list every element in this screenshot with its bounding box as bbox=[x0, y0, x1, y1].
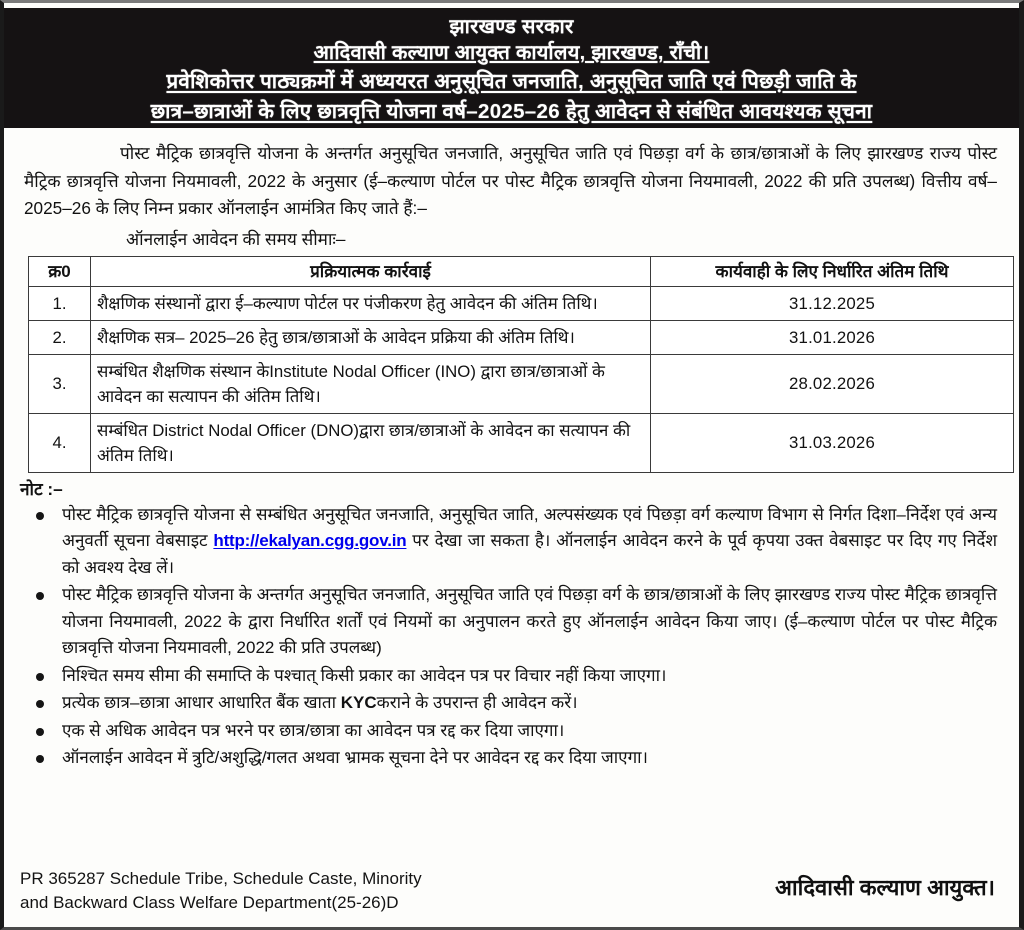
row-serial: 3. bbox=[29, 354, 91, 413]
row-serial: 1. bbox=[29, 286, 91, 320]
signatory-designation: आदिवासी कल्याण आयुक्त। bbox=[775, 875, 995, 900]
pr-reference-line2: and Backward Class Welfare Department(25-26)D bbox=[20, 893, 399, 912]
note-text: निश्चित समय सीमा की समाप्ति के पश्चात् किसी प्रकार का आवेदन पत्र पर विचार नहीं किया जाएगा। bbox=[62, 665, 667, 685]
row-deadline: 31.03.2026 bbox=[651, 413, 1014, 472]
table-row bbox=[29, 354, 1014, 413]
list-item bbox=[18, 663, 997, 690]
note-text-after-url: पर देखा जा सकता है। ऑनलाईन आवेदन करने के पूर्व कृपया उक्त वेबसाइट पर दिए गए निर्देश को अवश्य देख लें। bbox=[62, 531, 997, 577]
timeline-subheading: ऑनलाईन आवेदन की समय सीमाः– bbox=[126, 228, 346, 249]
notice-title-line2: छात्र–छात्राओं के लिए छात्रवृत्ति योजना वर्ष–2025–26 हेतु आवेदन से संबंधित आवयश्यक सूचना bbox=[150, 100, 873, 123]
table-row bbox=[29, 413, 1014, 472]
row-activity: शैक्षणिक संस्थानों द्वारा ई–कल्याण पोर्टल पर पंजीकरण हेतु आवेदन की अंतिम तिथि। bbox=[91, 286, 651, 320]
list-item bbox=[18, 745, 997, 772]
row-serial: 4. bbox=[29, 413, 91, 472]
table-header-row bbox=[29, 256, 1014, 286]
row-deadline: 31.01.2026 bbox=[651, 320, 1014, 354]
note-text-before-url: पोस्ट मैट्रिक छात्रवृत्ति योजना से सम्बंधित अनुसूचित जनजाति, अनुसूचित जाति, अल्पसंख्यक एवं पिछड़ा वर्ग कल्याण विभाग से निर्गत दिशा–निर्देश एवं अन्य अनुवर्ती सूचना वेबसाइट bbox=[62, 504, 997, 550]
row-activity: शैक्षणिक सत्र– 2025–26 हेतु छात्र/छात्राओं के आवेदन प्रक्रिया की अंतिम तिथि। bbox=[91, 320, 651, 354]
note-text: एक से अधिक आवेदन पत्र भरने पर छात्र/छात्रा का आवेदन पत्र रद्द कर दिया जाएगा। bbox=[62, 720, 565, 740]
column-header-serial: क्र0 bbox=[29, 256, 91, 286]
note-text-after-kyc: कराने के उपरान्त ही आवेदन करें। bbox=[376, 693, 578, 712]
notice-footer bbox=[4, 867, 1019, 925]
kyc-keyword: KYC bbox=[340, 693, 377, 712]
list-item bbox=[18, 690, 997, 717]
intro-paragraph: पोस्ट मैट्रिक छात्रवृत्ति योजना के अन्तर्गत अनुसूचित जनजाति, अनुसूचित जाति एवं पिछड़ा वर्ग के छात्र/छात्राओं के लिए झारखण्ड राज्य पोस्ट मैट्रिक छात्रवृत्ति योजना नियमावली, 2022 के अनुसार (ई–कल्याण पोर्टल पर पोस्ट मैट्रिक छात्रवृत्ति योजना नियमावली, 2022 की प्रति उपलब्ध) वित्तीय वर्ष–2025–26 के लिए निम्न प्रकार ऑनलाईन आमंत्रित किए जाते हैं:– bbox=[24, 143, 997, 218]
ekalyan-website-link[interactable]: http://ekalyan.cgg.gov.in bbox=[213, 531, 407, 550]
table-row bbox=[29, 286, 1014, 320]
row-activity: सम्बंधित District Nodal Officer (DNO)द्वारा छात्र/छात्राओं के आवेदन का सत्यापन की अंतिम तिथि। bbox=[91, 413, 651, 472]
government-title: झारखण्ड सरकार bbox=[449, 16, 574, 38]
note-text: पोस्ट मैट्रिक छात्रवृत्ति योजना के अन्तर्गत अनुसूचित जनजाति, अनुसूचित जाति एवं पिछड़ा वर्ग के छात्र/छात्राओं के लिए झारखण्ड राज्य पोस्ट मैट्रिक छात्रवृत्ति योजना नियमावली, 2022 के द्वारा निर्धारित शर्तों एवं नियमों का अनुपालन करते हुए ऑनलाईन आवेदन किया जाए। (ई–कल्याण पोर्टल पर पोस्ट मैट्रिक छात्रवृत्ति योजना नियमावली, 2022 की प्रति उपलब्ध) bbox=[62, 585, 997, 657]
notice-header-band bbox=[4, 8, 1019, 128]
notice-body bbox=[4, 129, 1019, 927]
row-deadline: 28.02.2026 bbox=[651, 354, 1014, 413]
note-text: ऑनलाईन आवेदन में त्रुटि/अशुद्धि/गलत अथवा भ्रामक सूचना देने पर आवेदन रद्द कर दिया जाएगा। bbox=[62, 748, 648, 767]
table-row bbox=[29, 320, 1014, 354]
notes-heading: नोट :– bbox=[20, 478, 63, 499]
row-serial: 2. bbox=[29, 320, 91, 354]
notice-title-line1: प्रवेशिकोत्तर पाठ्यक्रमों में अध्ययरत अनुसूचित जनजाति, अनुसूचित जाति एवं पिछड़ी जाति के bbox=[166, 70, 857, 93]
row-activity: सम्बंधित शैक्षणिक संस्थान केInstitute Nodal Officer (INO) द्वारा छात्र/छात्राओं के आवेदन का सत्यापन की अंतिम तिथि। bbox=[91, 354, 651, 413]
list-item bbox=[18, 502, 997, 582]
column-header-activity: प्रक्रियात्मक कार्रवाई bbox=[91, 256, 651, 286]
row-deadline: 31.12.2025 bbox=[651, 286, 1014, 320]
pr-reference-line1: PR 365287 Schedule Tribe, Schedule Caste, Minority bbox=[20, 869, 422, 888]
notes-list bbox=[18, 502, 1003, 772]
column-header-deadline: कार्यवाही के लिए निर्धारित अंतिम तिथि bbox=[651, 256, 1014, 286]
list-item bbox=[18, 582, 997, 662]
office-title: आदिवासी कल्याण आयुक्त कार्यालय, झारखण्ड, राँची। bbox=[313, 42, 710, 64]
list-item bbox=[18, 718, 997, 745]
schedule-table bbox=[28, 256, 1014, 473]
pr-reference bbox=[20, 867, 422, 915]
note-text-before-kyc: प्रत्येक छात्र–छात्रा आधार आधारित बैंक खाता bbox=[62, 693, 341, 712]
